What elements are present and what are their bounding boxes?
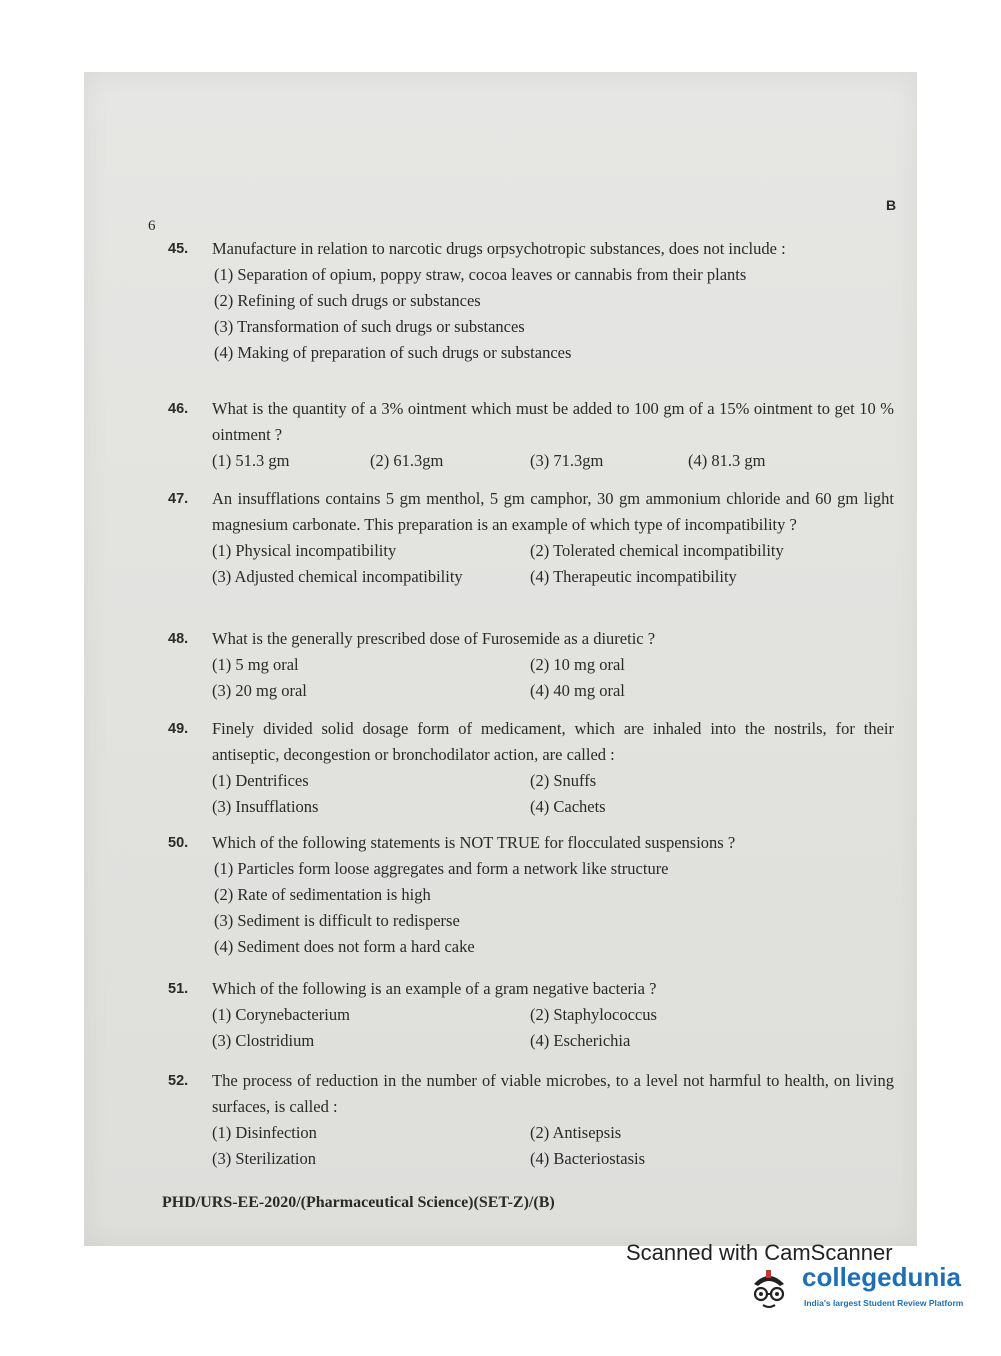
option-3: (3) Insufflations xyxy=(212,797,319,816)
option-1: (1) Particles form loose aggregates and form a network like structure xyxy=(214,859,669,878)
brand-name: collegedunia xyxy=(802,1262,961,1292)
question-text: What is the generally prescribed dose of Furosemide as a diuretic ? xyxy=(212,629,656,648)
option-4: (4) Making of preparation of such drugs or substances xyxy=(214,343,572,362)
option-4: (4) 40 mg oral xyxy=(530,681,625,700)
option-3: (3) Clostridium xyxy=(212,1031,315,1050)
options-grid xyxy=(212,538,894,590)
question-number: 51. xyxy=(168,981,189,997)
option-1: (1) Separation of opium, poppy straw, cocoa leaves or cannabis from their plants xyxy=(214,265,747,284)
options-row xyxy=(212,448,894,474)
option-4: (4) Escherichia xyxy=(530,1031,631,1050)
option-4: (4) Sediment does not form a hard cake xyxy=(214,937,475,956)
question-text: What is the quantity of a 3% ointment which must be added to 100 gm of a 15% ointment to get 10 % ointment ? xyxy=(212,399,894,444)
option-4: (4) Therapeutic incompatibility xyxy=(530,567,737,586)
option-2: (2) Staphylococcus xyxy=(530,1005,657,1024)
option-1: (1) Corynebacterium xyxy=(212,1005,350,1024)
option-4: (4) Cachets xyxy=(530,797,606,816)
question-52 xyxy=(168,1068,894,1172)
camscanner-watermark: Scanned with CamScanner xyxy=(626,1240,893,1265)
option-3: (3) 20 mg oral xyxy=(212,681,307,700)
option-1: (1) 5 mg oral xyxy=(212,655,299,674)
option-3: (3) Transformation of such drugs or substances xyxy=(214,317,525,336)
option-1: (1) 51.3 gm xyxy=(212,451,290,470)
question-46 xyxy=(168,396,894,474)
question-text: An insufflations contains 5 gm menthol, 5 gm camphor, 30 gm ammonium chloride and 60 gm light magnesium carbonate. This preparation is an example of which type of incompatibility ? xyxy=(212,489,894,534)
option-2: (2) Snuffs xyxy=(530,771,597,790)
question-number: 48. xyxy=(168,631,189,647)
question-47 xyxy=(168,486,894,590)
question-50 xyxy=(168,830,894,960)
options-grid xyxy=(212,652,894,704)
option-2: (2) 10 mg oral xyxy=(530,655,625,674)
question-51 xyxy=(168,976,894,1054)
question-number: 52. xyxy=(168,1073,189,1089)
set-code: B xyxy=(886,197,897,213)
option-4: (4) 81.3 gm xyxy=(688,451,766,470)
brand-tagline: India's largest Student Review Platform xyxy=(804,1298,964,1308)
question-49 xyxy=(168,716,894,820)
question-number: 50. xyxy=(168,835,189,851)
page-number: 6 xyxy=(148,218,156,234)
option-3: (3) 71.3gm xyxy=(530,451,604,470)
option-2: (2) Tolerated chemical incompatibility xyxy=(530,541,784,560)
student-mascot-icon xyxy=(746,1266,792,1312)
option-3: (3) Sediment is difficult to redisperse xyxy=(214,911,460,930)
collegedunia-logo xyxy=(746,1262,976,1322)
option-2: (2) 61.3gm xyxy=(370,451,444,470)
option-3: (3) Adjusted chemical incompatibility xyxy=(212,567,463,586)
option-1: (1) Dentrifices xyxy=(212,771,309,790)
option-1: (1) Disinfection xyxy=(212,1123,317,1142)
options-list xyxy=(212,856,894,960)
question-45 xyxy=(168,236,894,366)
question-number: 45. xyxy=(168,241,189,257)
option-2: (2) Antisepsis xyxy=(530,1123,622,1142)
options-grid xyxy=(212,768,894,820)
question-text: Manufacture in relation to narcotic drugs orpsychotropic substances, does not include : xyxy=(212,239,786,258)
question-48 xyxy=(168,626,894,704)
question-number: 46. xyxy=(168,401,189,417)
paper-code-footer: PHD/URS-EE-2020/(Pharmaceutical Science)(SET-Z)/(B) xyxy=(162,1194,555,1211)
option-3: (3) Sterilization xyxy=(212,1149,317,1168)
option-2: (2) Refining of such drugs or substances xyxy=(214,291,481,310)
question-text: Which of the following statements is NOT TRUE for flocculated suspensions ? xyxy=(212,833,736,852)
question-text: Finely divided solid dosage form of medicament, which are inhaled into the nostrils, for their antiseptic, decongestion or bronchodilator action, are called : xyxy=(212,719,894,764)
question-number: 47. xyxy=(168,491,189,507)
options-grid xyxy=(212,1120,894,1172)
option-2: (2) Rate of sedimentation is high xyxy=(214,885,431,904)
options-grid xyxy=(212,1002,894,1054)
options-list xyxy=(212,262,894,366)
question-text: The process of reduction in the number of viable microbes, to a level not harmful to health, on living surfaces, is called : xyxy=(212,1071,894,1116)
question-number: 49. xyxy=(168,721,189,737)
question-text: Which of the following is an example of a gram negative bacteria ? xyxy=(212,979,657,998)
option-4: (4) Bacteriostasis xyxy=(530,1149,646,1168)
option-1: (1) Physical incompatibility xyxy=(212,541,397,560)
